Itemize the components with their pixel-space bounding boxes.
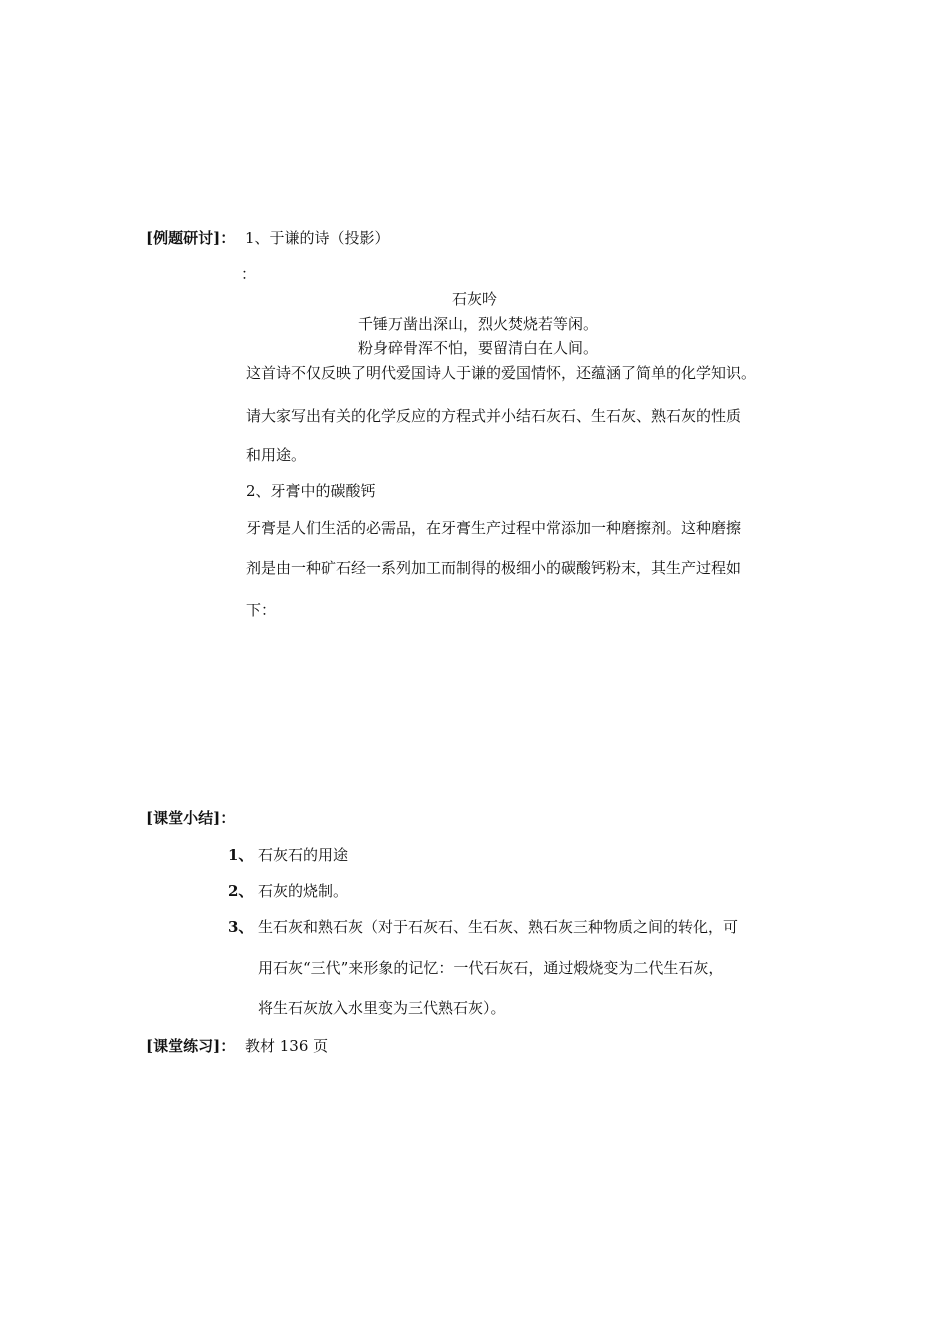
summary-item-1-text: 石灰石的用途 (258, 846, 349, 864)
practice-text: 教材 136 页 (245, 1037, 329, 1055)
poem-line-2: 粉身碎骨浑不怕，要留清白在人间。 (358, 339, 599, 357)
example-2-title: 2、牙膏中的碳酸钙 (246, 482, 376, 500)
paragraph-2-line-3: 下： (246, 601, 277, 619)
poem-title: 石灰吟 (452, 290, 498, 308)
summary-item-3-text: 生石灰和熟石灰（对于石灰石、生石灰、熟石灰三种物质之间的转化，可 (258, 918, 739, 936)
paragraph-1-line-2: 请大家写出有关的化学反应的方程式并小结石灰石、生石灰、熟石灰的性质 (246, 407, 742, 425)
summary-heading: [课堂小结]： (146, 809, 236, 827)
example-1-title: 1、于谦的诗（投影） (245, 229, 390, 247)
paragraph-2-line-1: 牙膏是人们生活的必需品，在牙膏生产过程中常添加一种磨擦剂。这种磨擦 (246, 519, 742, 537)
examples-heading: [例题研讨]： (146, 229, 236, 247)
practice-heading: [课堂练习]： (146, 1037, 236, 1055)
summary-item-1-number: 1、 (228, 846, 254, 864)
summary-item-2-number: 2、 (228, 882, 254, 900)
paragraph-1-line-3: 和用途。 (246, 446, 307, 464)
paragraph-2-line-2: 剂是由一种矿石经一系列加工而制得的极细小的碳酸钙粉末，其生产过程如 (246, 559, 742, 577)
summary-item-3-continuation-2: 将生石灰放入水里变为三代熟石灰）。 (258, 999, 506, 1017)
summary-item-2-text: 石灰的烧制。 (258, 882, 349, 900)
summary-item-3-number: 3、 (228, 918, 254, 936)
poem-line-1: 千锤万凿出深山，烈火焚烧若等闲。 (358, 315, 599, 333)
paragraph-1-line-1: 这首诗不仅反映了明代爱国诗人于谦的爱国情怀，还蕴涵了简单的化学知识。 (246, 364, 757, 382)
stray-colon: ： (241, 265, 257, 283)
summary-item-3-continuation-1: 用石灰“三代”来形象的记忆：一代石灰石，通过煅烧变为二代生石灰， (258, 959, 724, 977)
